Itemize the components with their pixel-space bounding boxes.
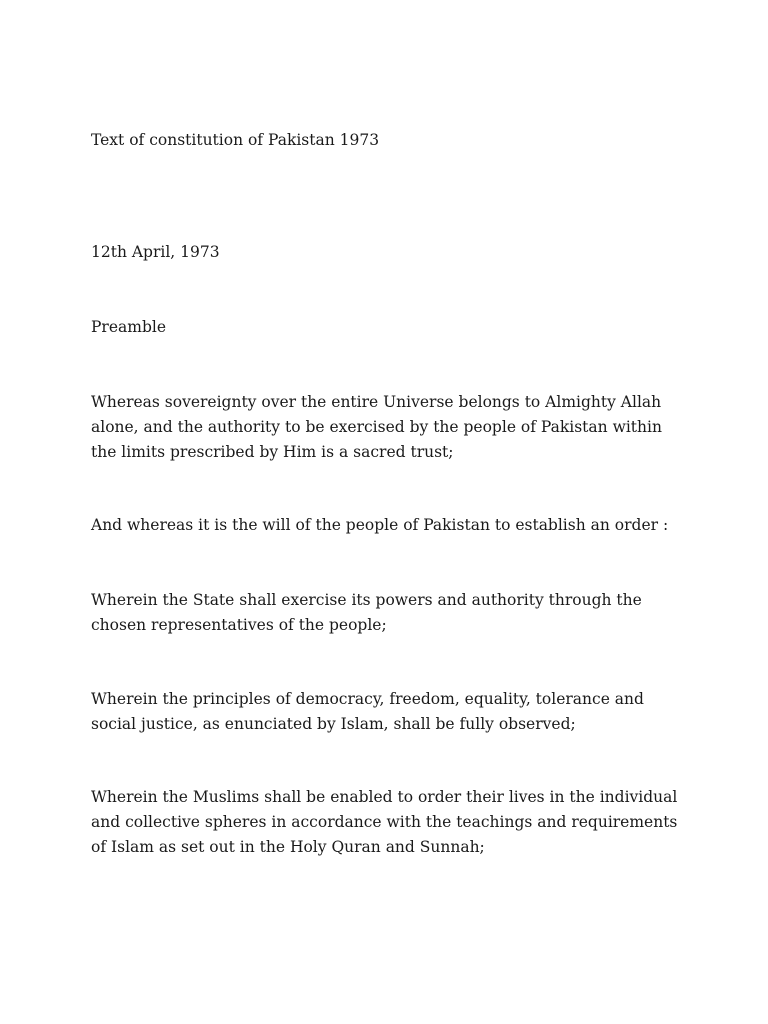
document-date: 12th April, 1973: [91, 243, 220, 261]
document-title: Text of constitution of Pakistan 1973: [91, 131, 380, 149]
paragraph-sovereignty: Whereas sovereignty over the entire Universe belongs to Almighty Allah alone, and the authority to be exercised by the people of Pakistan within the limits prescribed by Him is a sacred trust;: [91, 393, 662, 461]
paragraph-muslims-lives: Wherein the Muslims shall be enabled to order their lives in the individual and collective spheres in accordance with the teachings and requirements of Islam as set out in the Holy Quran and Sunnah;: [91, 788, 678, 856]
paragraph-state-powers: Wherein the State shall exercise its powers and authority through the chosen representatives of the people;: [91, 591, 642, 634]
paragraph-democracy-principles: Wherein the principles of democracy, freedom, equality, tolerance and social justice, as enunciated by Islam, shall be fully observed;: [91, 690, 644, 733]
section-heading: Preamble: [91, 318, 167, 336]
paragraph-establish-order: And whereas it is the will of the people of Pakistan to establish an order :: [91, 516, 669, 534]
